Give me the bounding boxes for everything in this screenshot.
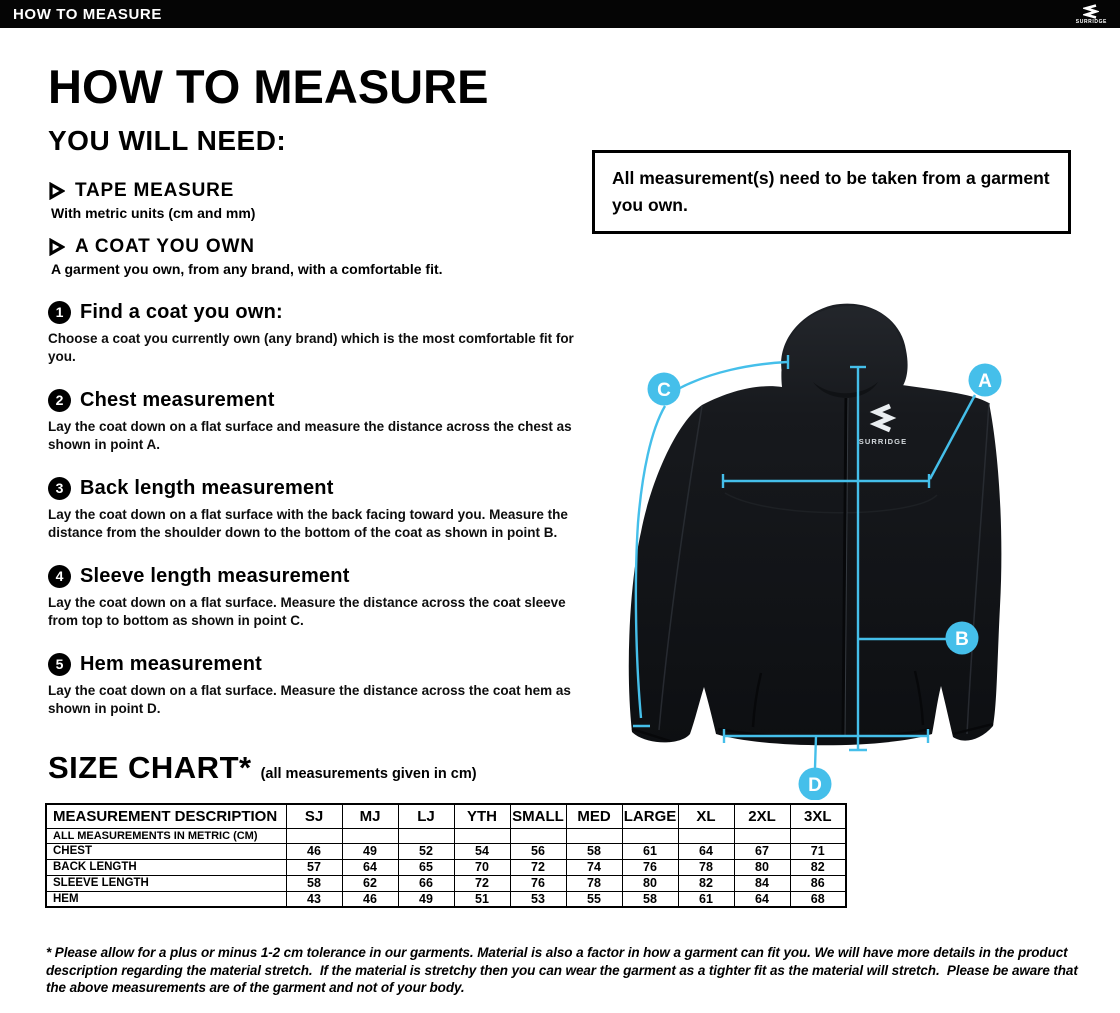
surridge-s-icon <box>1083 4 1099 19</box>
size-value: 70 <box>454 859 510 875</box>
size-value: 58 <box>566 843 622 859</box>
size-value: 78 <box>678 859 734 875</box>
size-value: 86 <box>790 875 846 891</box>
size-value: 72 <box>454 875 510 891</box>
page-title: HOW TO MEASURE <box>48 60 489 113</box>
column-header-size: LARGE <box>622 804 678 828</box>
step-4 <box>48 564 590 629</box>
step-number-badge: 5 <box>48 653 71 676</box>
table-row-sleeve-length <box>46 875 846 891</box>
column-header-size: SJ <box>286 804 342 828</box>
column-header-size: 2XL <box>734 804 790 828</box>
size-value: 56 <box>510 843 566 859</box>
step-body: Lay the coat down on a flat surface. Measure the distance across the coat sleeve from top to bottom as shown in point C. <box>48 595 566 628</box>
measurement-note-text: All measurement(s) need to be taken from a garment you own. <box>612 168 1050 215</box>
size-value: 72 <box>510 859 566 875</box>
size-value: 84 <box>734 875 790 891</box>
step-1 <box>48 300 590 365</box>
column-header-size: YTH <box>454 804 510 828</box>
step-number-badge: 4 <box>48 565 71 588</box>
column-header-size: XL <box>678 804 734 828</box>
size-value: 64 <box>678 843 734 859</box>
size-value: 55 <box>566 891 622 907</box>
badge-c-label: C <box>657 380 671 401</box>
jacket-body <box>629 306 1002 745</box>
size-value: 46 <box>286 843 342 859</box>
tolerance-footnote: * Please allow for a plus or minus 1-2 cm tolerance in our garments. Material is also a factor in how a garment can fit you. We will have more details in the product description regarding the material stretch. If the material is stretchy then you can wear the garment as a tighter fit as the material will stretch. Please be aware that the above measurements are of the garment and not of your body. <box>46 945 1082 995</box>
size-value: 80 <box>622 875 678 891</box>
size-value: 76 <box>510 875 566 891</box>
size-value: 68 <box>790 891 846 907</box>
row-label: SLEEVE LENGTH <box>46 875 286 891</box>
need-description: A garment you own, from any brand, with a comfortable fit. <box>51 261 443 277</box>
empty-cell <box>286 828 342 843</box>
step-3 <box>48 476 590 541</box>
measure-line-d-pointer <box>815 736 816 768</box>
table-row-metric <box>46 828 846 843</box>
size-value: 64 <box>342 859 398 875</box>
measurement-note-box <box>592 150 1071 234</box>
step-title: Back length measurement <box>80 476 334 499</box>
surridge-logo-text: SURRIDGE <box>1075 19 1107 25</box>
steps-list <box>48 300 590 717</box>
jacket-brand-text: SURRIDGE <box>858 437 908 446</box>
jacket-graphic <box>585 288 1075 800</box>
size-value: 61 <box>622 843 678 859</box>
size-chart-title: SIZE CHART* <box>48 750 252 785</box>
size-value: 76 <box>622 859 678 875</box>
column-header-description: MEASUREMENT DESCRIPTION <box>46 804 286 828</box>
step-body: Lay the coat down on a flat surface with the back facing toward you. Measure the distance from the shoulder down to the bottom of the coat as shown in point B. <box>48 507 568 540</box>
badge-d-label: D <box>808 775 822 796</box>
size-value: 62 <box>342 875 398 891</box>
size-value: 64 <box>734 891 790 907</box>
size-value: 52 <box>398 843 454 859</box>
step-body: Lay the coat down on a flat surface. Measure the distance across the coat hem as shown in point D. <box>48 683 571 716</box>
step-number-badge: 2 <box>48 389 71 412</box>
row-label: BACK LENGTH <box>46 859 286 875</box>
need-item-tape-measure <box>48 181 590 221</box>
step-title: Chest measurement <box>80 388 275 411</box>
row-label: CHEST <box>46 843 286 859</box>
need-item-coat <box>48 237 590 277</box>
size-value: 49 <box>342 843 398 859</box>
step-body: Lay the coat down on a flat surface and measure the distance across the chest as shown in point A. <box>48 419 572 452</box>
size-value: 74 <box>566 859 622 875</box>
column-header-size: MJ <box>342 804 398 828</box>
size-value: 65 <box>398 859 454 875</box>
size-value: 80 <box>734 859 790 875</box>
size-value: 71 <box>790 843 846 859</box>
size-value: 53 <box>510 891 566 907</box>
row-label: HEM <box>46 891 286 907</box>
column-header-size: LJ <box>398 804 454 828</box>
jacket-measurement-diagram <box>585 288 1075 800</box>
play-triangle-icon <box>48 182 65 200</box>
column-header-size: MED <box>566 804 622 828</box>
size-chart-table <box>45 803 847 908</box>
step-body: Choose a coat you currently own (any brand) which is the most comfortable fit for you. <box>48 331 574 364</box>
size-value: 57 <box>286 859 342 875</box>
step-title: Hem measurement <box>80 652 262 675</box>
top-bar <box>0 0 1120 28</box>
empty-cell <box>678 828 734 843</box>
empty-cell <box>342 828 398 843</box>
need-label: TAPE MEASURE <box>75 180 235 201</box>
table-row-back-length <box>46 859 846 875</box>
size-chart-subtitle: (all measurements given in cm) <box>260 766 477 782</box>
empty-cell <box>622 828 678 843</box>
surridge-logo <box>1076 3 1107 25</box>
badge-b-label: B <box>955 629 969 650</box>
size-value: 58 <box>286 875 342 891</box>
metric-row-label: ALL MEASUREMENTS IN METRIC (CM) <box>46 828 286 843</box>
need-label: A COAT YOU OWN <box>75 236 255 257</box>
step-title: Sleeve length measurement <box>80 564 350 587</box>
size-chart-heading <box>48 750 477 786</box>
empty-cell <box>454 828 510 843</box>
step-2 <box>48 388 590 453</box>
step-number-badge: 3 <box>48 477 71 500</box>
table-row-hem <box>46 891 846 907</box>
size-value: 43 <box>286 891 342 907</box>
step-number-badge: 1 <box>48 301 71 324</box>
step-5 <box>48 652 590 717</box>
size-value: 54 <box>454 843 510 859</box>
size-value: 51 <box>454 891 510 907</box>
measure-line-c-upper <box>678 362 787 389</box>
size-value: 78 <box>566 875 622 891</box>
size-value: 66 <box>398 875 454 891</box>
instructions-column <box>48 62 590 717</box>
column-header-size: SMALL <box>510 804 566 828</box>
step-title: Find a coat you own: <box>80 300 283 323</box>
you-will-need-heading: YOU WILL NEED: <box>48 125 287 156</box>
size-value: 61 <box>678 891 734 907</box>
empty-cell <box>790 828 846 843</box>
size-value: 67 <box>734 843 790 859</box>
table-row-chest <box>46 843 846 859</box>
size-value: 82 <box>678 875 734 891</box>
empty-cell <box>566 828 622 843</box>
size-value: 49 <box>398 891 454 907</box>
column-header-size: 3XL <box>790 804 846 828</box>
size-value: 46 <box>342 891 398 907</box>
empty-cell <box>398 828 454 843</box>
empty-cell <box>510 828 566 843</box>
play-triangle-icon <box>48 238 65 256</box>
table-header-row <box>46 804 846 828</box>
badge-a-label: A <box>978 371 992 392</box>
empty-cell <box>734 828 790 843</box>
top-bar-title: HOW TO MEASURE <box>13 5 162 23</box>
size-value: 58 <box>622 891 678 907</box>
size-value: 82 <box>790 859 846 875</box>
need-description: With metric units (cm and mm) <box>51 205 256 221</box>
